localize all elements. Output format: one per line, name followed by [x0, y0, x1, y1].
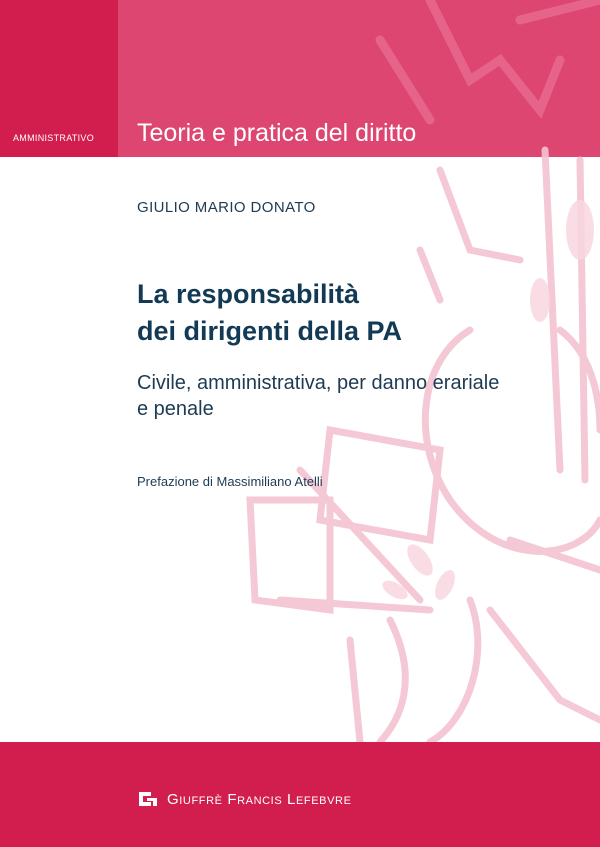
book-title-line-2: dei dirigenti della PA: [137, 316, 403, 346]
publisher-name: Giuffrè Francis Lefebvre: [167, 790, 352, 808]
author-name: GIULIO MARIO DONATO: [137, 199, 316, 216]
preface-credit: Prefazione di Massimiliano Atelli: [137, 474, 323, 489]
publisher-block: [137, 790, 352, 808]
series-title: Teoria e pratica del diritto: [137, 119, 417, 147]
book-title-line-1: La responsabilità: [137, 279, 360, 309]
book-title: [137, 276, 577, 350]
book-subtitle-line-2: e penale: [137, 398, 214, 420]
giuffre-logo-icon: [137, 790, 159, 808]
book-subtitle: [137, 370, 577, 422]
series-tag: AMMINISTRATIVO: [13, 133, 95, 143]
book-subtitle-line-1: Civile, amministrativa, per danno erariale: [137, 372, 500, 394]
